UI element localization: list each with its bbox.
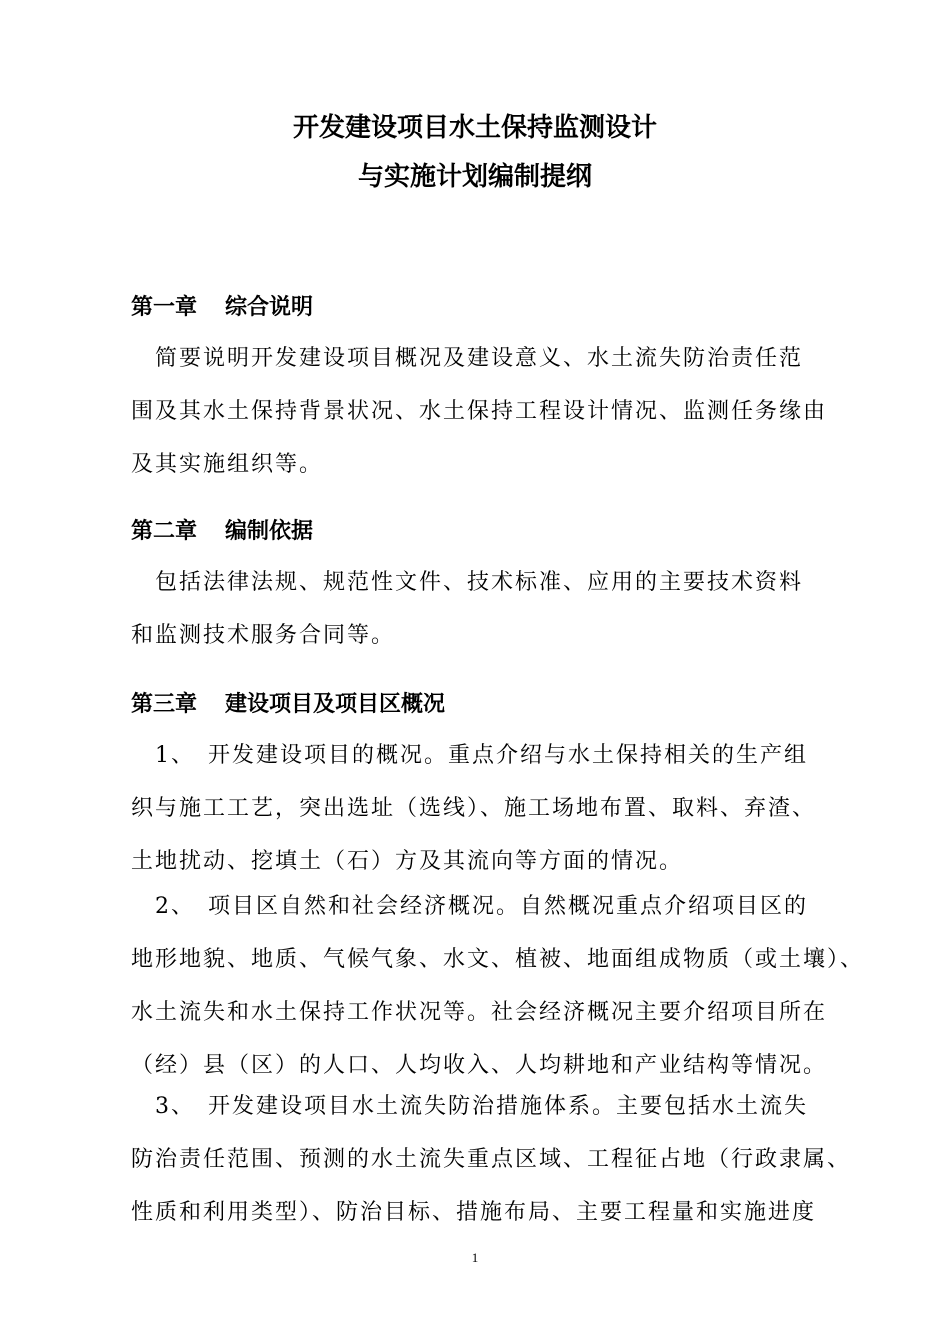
chapter-3-name: 建设项目及项目区概况 bbox=[225, 692, 446, 717]
chapter-1-name: 综合说明 bbox=[225, 295, 314, 320]
chapter-3-item-3 bbox=[131, 1080, 852, 1239]
paragraph-line: 及其实施组织等。 bbox=[131, 452, 324, 477]
chapter-2-number: 第二章 bbox=[131, 519, 198, 544]
paragraph-line: 1、 开发建设项目的概况。重点介绍与水土保持相关的生产组 bbox=[131, 743, 808, 768]
chapter-1-number: 第一章 bbox=[131, 295, 198, 320]
paragraph-line: 和监测技术服务合同等。 bbox=[131, 623, 396, 648]
document-title-line-1: 开发建设项目水土保持监测设计 bbox=[292, 113, 657, 143]
paragraph-line: 性质和利用类型）、防治目标、措施布局、主要工程量和实施进度 bbox=[131, 1200, 817, 1225]
chapter-3-number: 第三章 bbox=[131, 692, 198, 717]
paragraph-line: 织与施工工艺，突出选址（选线）、施工场地布置、取料、弃渣、 bbox=[131, 796, 817, 821]
chapter-3-item-1 bbox=[131, 729, 821, 888]
paragraph-line: 2、 项目区自然和社会经济概况。自然概况重点介绍项目区的 bbox=[131, 894, 808, 919]
paragraph-line: 简要说明开发建设项目概况及建设意义、水土流失防治责任范 bbox=[131, 346, 804, 371]
paragraph-line: 水土流失和水土保持工作状况等。社会经济概况主要介绍项目所在 bbox=[131, 1000, 828, 1025]
chapter-1-paragraph bbox=[131, 332, 828, 491]
paragraph-line: （经）县（区）的人口、人均收入、人均耕地和产业结构等情况。 bbox=[131, 1053, 828, 1078]
paragraph-line: 地形地貌、地质、气候气象、水文、植被、地面组成物质（或土壤）、 bbox=[131, 947, 865, 972]
chapter-2-heading bbox=[131, 519, 313, 545]
paragraph-line: 包括法律法规、规范性文件、技术标准、应用的主要技术资料 bbox=[131, 570, 804, 595]
chapter-2-name: 编制依据 bbox=[225, 519, 314, 544]
chapter-1-heading bbox=[131, 295, 313, 321]
paragraph-line: 3、 开发建设项目水土流失防治措施体系。主要包括水土流失 bbox=[131, 1094, 808, 1119]
chapter-3-heading bbox=[131, 692, 445, 718]
paragraph-line: 防治责任范围、预测的水土流失重点区域、工程征占地（行政隶属、 bbox=[131, 1147, 852, 1172]
page-number: 1 bbox=[471, 1250, 479, 1265]
chapter-3-item-2 bbox=[131, 880, 865, 1092]
paragraph-line: 土地扰动、挖填土（石）方及其流向等方面的情况。 bbox=[131, 849, 684, 874]
chapter-2-paragraph bbox=[131, 556, 821, 662]
paragraph-line: 围及其水土保持背景状况、水土保持工程设计情况、监测任务缘由 bbox=[131, 399, 828, 424]
document-title-line-2: 与实施计划编制提纲 bbox=[357, 162, 592, 192]
